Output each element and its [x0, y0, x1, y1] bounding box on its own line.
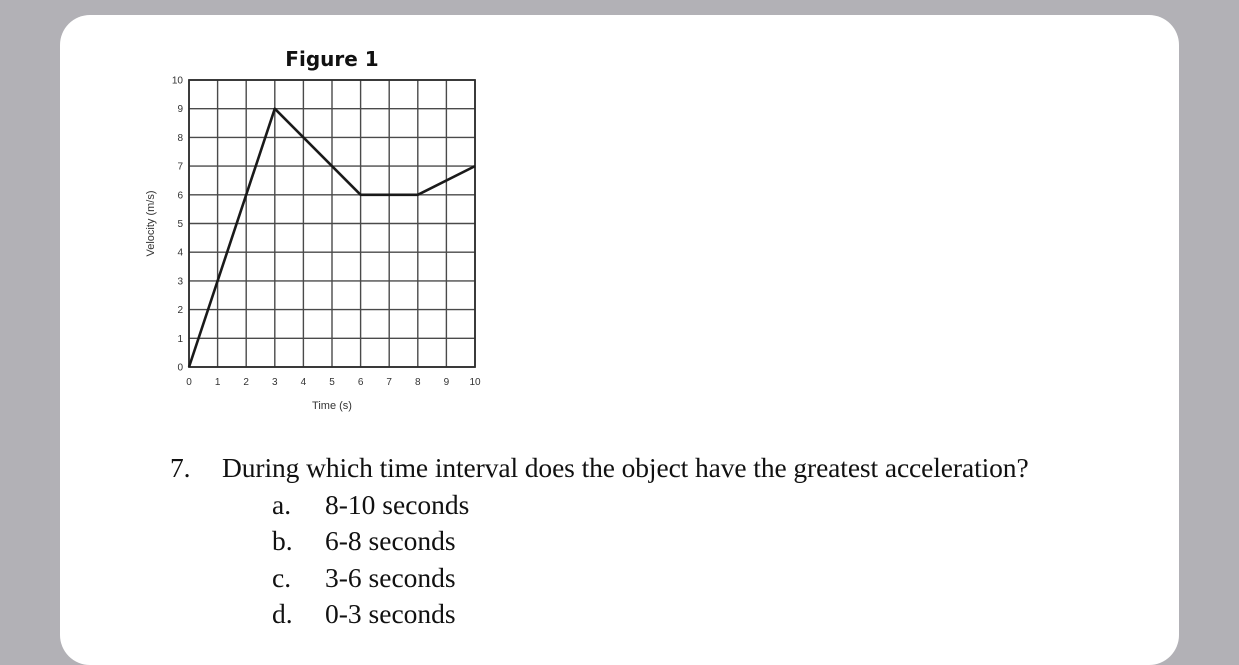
- x-tick-label-7: 7: [386, 377, 392, 388]
- choice-text: 8-10 seconds: [325, 489, 470, 520]
- y-tick-label-1: 1: [177, 333, 183, 345]
- y-tick-label-7: 7: [177, 161, 183, 173]
- x-axis-label: Time (s): [312, 400, 352, 412]
- x-tick-label-0: 0: [186, 377, 192, 388]
- x-tick-label-8: 8: [415, 377, 421, 388]
- x-tick-label-6: 6: [357, 377, 364, 388]
- choice-c: [272, 562, 456, 594]
- y-tick-label-0: 0: [177, 362, 183, 374]
- choice-b: [272, 525, 456, 557]
- choice-letter: b.: [272, 525, 293, 556]
- y-tick-label-8: 8: [177, 132, 183, 144]
- y-tick-label-10: 10: [171, 75, 183, 87]
- choice-text: 0-3 seconds: [325, 598, 456, 629]
- y-axis-label: Velocity (m/s): [145, 190, 157, 257]
- x-tick-label-5: 5: [329, 377, 335, 388]
- x-tick-label-3: 3: [272, 377, 278, 388]
- chart-title: Figure 1: [285, 47, 379, 71]
- choice-letter: d.: [272, 598, 293, 629]
- question-7: [170, 452, 1029, 484]
- y-tick-label-5: 5: [177, 219, 183, 230]
- chart-grid: [189, 80, 475, 367]
- choice-text: 6-8 seconds: [325, 525, 456, 556]
- question-number: 7.: [170, 452, 191, 483]
- y-tick-label-6: 6: [177, 190, 183, 202]
- choice-letter: c.: [272, 562, 292, 593]
- x-tick-label-10: 10: [469, 377, 481, 388]
- x-tick-label-2: 2: [243, 377, 249, 388]
- x-tick-label-9: 9: [443, 377, 450, 388]
- x-tick-label-1: 1: [214, 377, 221, 388]
- choice-text: 3-6 seconds: [325, 562, 456, 593]
- y-tick-label-4: 4: [177, 247, 183, 259]
- x-tick-label-4: 4: [300, 377, 307, 388]
- choice-a: [272, 489, 469, 521]
- choice-d: [272, 598, 456, 630]
- y-tick-label-9: 9: [177, 104, 183, 116]
- choice-letter: a.: [272, 489, 292, 520]
- y-tick-label-2: 2: [177, 305, 183, 317]
- y-tick-label-3: 3: [177, 276, 183, 288]
- question-text: During which time interval does the object have the greatest acceleration?: [222, 452, 1029, 483]
